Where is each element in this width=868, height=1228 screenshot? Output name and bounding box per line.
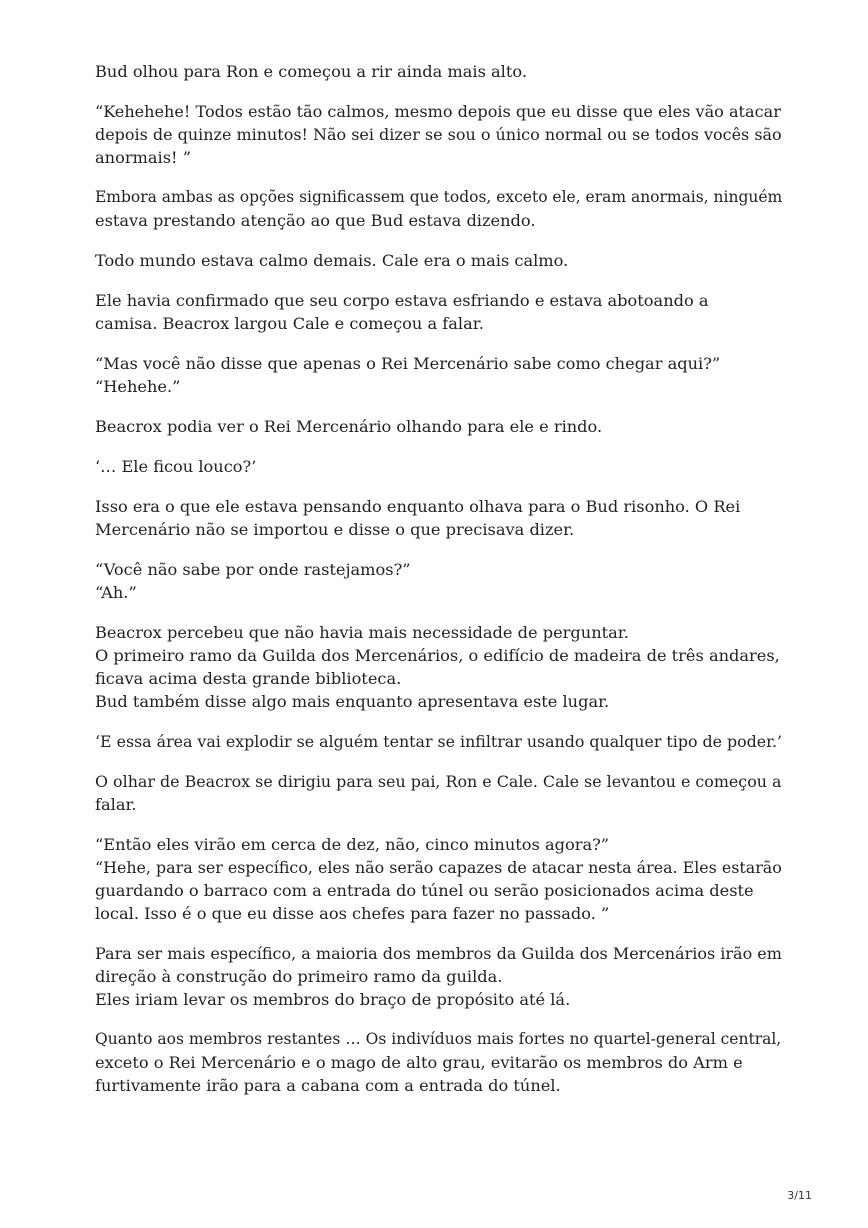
paragraph bbox=[95, 100, 785, 169]
paragraph bbox=[95, 455, 785, 478]
text-line: “Hehe, para ser específico, eles não serão capazes de atacar nesta área. Eles estarão bbox=[95, 858, 782, 877]
paragraph bbox=[95, 415, 785, 438]
text-line: guardando o barraco com a entrada do túnel ou serão posicionados acima deste bbox=[95, 881, 754, 900]
paragraph bbox=[95, 833, 785, 925]
text-line: Bud olhou para Ron e começou a rir ainda mais alto. bbox=[95, 62, 527, 81]
text-line: Beacrox podia ver o Rei Mercenário olhando para ele e rindo. bbox=[95, 417, 603, 436]
text-line: falar. bbox=[95, 795, 137, 814]
text-line: direção à construção do primeiro ramo da guilda. bbox=[95, 967, 503, 986]
paragraph bbox=[95, 621, 785, 713]
paragraph bbox=[95, 1028, 785, 1097]
text-line: Ele havia confirmado que seu corpo estava esfriando e estava abotoando a bbox=[95, 291, 709, 310]
text-line: “Hehehe.” bbox=[95, 377, 181, 396]
text-line: Isso era o que ele estava pensando enquanto olhava para o Bud risonho. O Rei bbox=[95, 497, 741, 516]
text-line: depois de quinze minutos! Não sei dizer se sou o único normal ou se todos vocês são bbox=[95, 125, 782, 144]
text-line: Bud também disse algo mais enquanto apresentava este lugar. bbox=[95, 692, 610, 711]
document-body bbox=[95, 60, 785, 1114]
paragraph bbox=[95, 60, 785, 83]
text-line: exceto o Rei Mercenário e o mago de alto grau, evitarão os membros do Arm e bbox=[95, 1053, 743, 1072]
text-line: Para ser mais específico, a maioria dos membros da Guilda dos Mercenários irão em bbox=[95, 944, 782, 963]
paragraph bbox=[95, 942, 785, 1011]
text-line: local. Isso é o que eu disse aos chefes para fazer no passado. ” bbox=[95, 904, 610, 923]
text-line: ‘… Ele ficou louco?’ bbox=[95, 457, 257, 476]
text-line: Embora ambas as opções significassem que todos, exceto ele, eram anormais, ninguém bbox=[95, 188, 783, 206]
text-line: Quanto aos membros restantes … Os indivíduos mais fortes no quartel-general central, bbox=[95, 1030, 782, 1048]
text-line: “Mas você não disse que apenas o Rei Mercenário sabe como chegar aqui?” bbox=[95, 354, 721, 373]
text-line: “Você não sabe por onde rastejamos?” bbox=[95, 560, 411, 579]
paragraph bbox=[95, 352, 785, 398]
text-line: “Kehehehe! Todos estão tão calmos, mesmo depois que eu disse que eles vão atacar bbox=[95, 102, 781, 121]
text-line: ‘E essa área vai explodir se alguém tentar se infiltrar usando qualquer tipo de poder.’ bbox=[95, 732, 783, 751]
paragraph bbox=[95, 558, 785, 604]
paragraph bbox=[95, 770, 785, 816]
text-line: “Ah.” bbox=[95, 583, 137, 602]
text-line: Mercenário não se importou e disse o que precisava dizer. bbox=[95, 520, 575, 539]
text-line: camisa. Beacrox largou Cale e começou a falar. bbox=[95, 314, 484, 333]
text-line: “Então eles virão em cerca de dez, não, cinco minutos agora?” bbox=[95, 835, 610, 854]
text-line: Eles iriam levar os membros do braço de propósito até lá. bbox=[95, 990, 571, 1009]
paragraph bbox=[95, 249, 785, 272]
text-line: estava prestando atenção ao que Bud estava dizendo. bbox=[95, 211, 536, 230]
text-line: ficava acima desta grande biblioteca. bbox=[95, 669, 402, 688]
text-line: Todo mundo estava calmo demais. Cale era o mais calmo. bbox=[95, 251, 569, 270]
text-line: furtivamente irão para a cabana com a entrada do túnel. bbox=[95, 1076, 561, 1095]
text-line: anormais! ” bbox=[95, 148, 191, 167]
paragraph bbox=[95, 186, 785, 232]
text-line: O olhar de Beacrox se dirigiu para seu pai, Ron e Cale. Cale se levantou e começou a bbox=[95, 772, 782, 791]
text-line: O primeiro ramo da Guilda dos Mercenários, o edifício de madeira de três andares, bbox=[95, 646, 780, 665]
paragraph bbox=[95, 289, 785, 335]
paragraph bbox=[95, 730, 785, 753]
paragraph bbox=[95, 495, 785, 541]
page-number: 3/11 bbox=[787, 1189, 812, 1202]
text-line: Beacrox percebeu que não havia mais necessidade de perguntar. bbox=[95, 623, 629, 642]
